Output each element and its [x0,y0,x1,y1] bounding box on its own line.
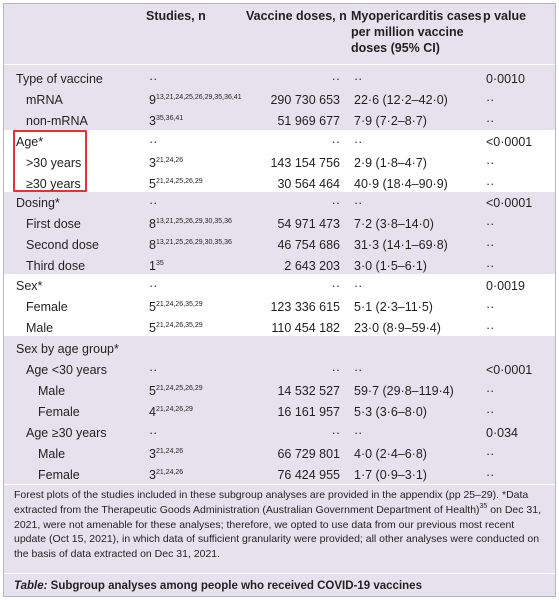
row-cases: 5·3 (3·6–8·0) [354,405,427,419]
row-studies [149,132,157,152]
table-row [4,381,555,401]
row-doses: 2 643 203 [284,259,340,273]
row-label: non-mRNA [26,114,88,128]
row-cases: ·· [354,135,363,149]
row-studies [149,235,232,255]
row-doses: ·· [331,72,340,86]
table-row [4,465,555,485]
studies-count: 8 [149,217,156,231]
row-p-value: 0·034 [486,426,518,440]
studies-references: 21,24,26,35,29 [155,301,203,308]
studies-count: ·· [149,196,158,210]
row-studies [149,153,183,173]
row-label: >30 years [26,156,82,170]
row-label: Male [26,321,54,335]
row-label: mRNA [26,93,63,107]
row-cases: 23·0 (8·9–59·4) [354,321,441,335]
studies-references: 21,24,26 [155,448,184,455]
header-doses: Vaccine doses, n [246,9,347,23]
row-cases: 22·6 (12·2–42·0) [354,93,448,107]
row-p-value: ·· [486,93,495,107]
row-cases: 1·7 (0·9–3·1) [354,468,427,482]
row-studies [149,276,157,296]
row-label: Second dose [26,238,99,252]
row-doses: 30 564 464 [277,177,340,191]
studies-count: ·· [149,72,158,86]
studies-references: 35,36,41 [155,115,184,122]
table-row [4,214,555,234]
row-cases: 7·9 (7·2–8·7) [354,114,427,128]
row-doses: 110 454 182 [271,321,340,335]
table-row [4,193,555,213]
row-studies [149,256,164,276]
row-label: Sex by age group* [16,342,119,356]
row-doses: ·· [331,135,340,149]
studies-count: ·· [149,426,158,440]
row-doses: 143 154 756 [270,156,340,170]
row-label: Male [38,384,66,398]
row-studies [149,297,203,317]
studies-count: 3 [149,114,156,128]
row-studies [149,360,157,380]
row-doses: 66 729 801 [277,447,340,461]
row-doses: 46 754 686 [277,238,340,252]
row-p-value: ·· [486,177,495,191]
studies-count: 5 [149,384,156,398]
row-label: Sex* [16,279,43,293]
row-doses: ·· [331,196,340,210]
row-p-value: <0·0001 [486,135,533,149]
studies-references: 21,24,25,26,29 [155,385,203,392]
row-cases: ·· [354,196,363,210]
table-row [4,69,555,89]
studies-references: 21,24,25,26,29 [155,178,203,185]
studies-count: 3 [149,447,156,461]
studies-count: 4 [149,405,156,419]
caption-divider [4,573,555,574]
row-p-value: ·· [486,468,495,482]
row-label: Male [38,447,66,461]
row-label: Female [38,468,80,482]
table-caption: Table: Subgroup analyses among people who received COVID-19 vaccines [14,580,422,592]
row-cases: ·· [354,279,363,293]
row-label: Type of vaccine [16,72,103,86]
table-footnote: Forest plots of the studies included in these subgroup analyses are provided in the appendix (pp 25–29). *Data extracted from the Therapeutic Goods Administration (Australian Government Department of Health)$^{35}$ on Dec 31, 2021, were not amenable for these analyses; therefore, we opted to use data from our previous most recent update (Oct 15, 2021), in which data of sufficient granularity were provided; all other analyses were conducted on the basis of data extracted on Dec 31, 2021. [14,489,542,561]
row-cases: ·· [354,72,363,86]
row-p-value: ·· [486,238,495,252]
row-p-value: <0·0001 [486,196,533,210]
row-cases: ·· [354,363,363,377]
row-p-value: ·· [486,405,495,419]
header-p-value: p value [483,9,527,23]
table-row [4,235,555,255]
studies-count: 3 [149,156,156,170]
row-doses: ·· [331,279,340,293]
row-doses: ·· [331,363,340,377]
studies-count: ·· [149,363,158,377]
row-p-value: <0·0001 [486,363,533,377]
row-studies [149,423,157,443]
row-p-value: ·· [486,321,495,335]
row-doses: 290 730 653 [270,93,340,107]
row-label: Female [38,405,80,419]
row-cases: 3·0 (1·5–6·1) [354,259,427,273]
row-studies [149,69,157,89]
row-studies [149,402,193,422]
table-row [4,339,555,359]
row-cases: 2·9 (1·8–4·7) [354,156,427,170]
table-row [4,402,555,422]
row-cases: 59·7 (29·8–119·4) [354,384,454,398]
row-studies [149,381,203,401]
row-studies [149,111,183,131]
studies-count: ·· [149,279,158,293]
table-row [4,256,555,276]
row-p-value: 0·0019 [486,279,525,293]
row-p-value: ·· [486,447,495,461]
header-divider [4,64,555,65]
table-row [4,297,555,317]
studies-count: 5 [149,300,156,314]
table-row [4,318,555,338]
row-studies [149,465,183,485]
row-doses: 14 532 527 [277,384,340,398]
studies-references: 21,24,26,29 [155,406,193,413]
row-p-value: ·· [486,217,495,231]
row-label: Female [26,300,68,314]
studies-count: 8 [149,238,156,252]
studies-references: 21,24,26 [155,157,184,164]
table-row [4,90,555,110]
row-p-value: ·· [486,300,495,314]
studies-count: 1 [149,259,156,273]
row-studies [149,444,183,464]
studies-count: 5 [149,321,156,335]
row-p-value: ·· [486,384,495,398]
table-row [4,360,555,380]
row-doses: 123 336 615 [270,300,340,314]
row-label: Age* [16,135,44,149]
row-doses: 51 969 677 [277,114,340,128]
row-p-value: ·· [486,114,495,128]
row-doses: 54 971 473 [277,217,340,231]
row-studies [149,174,203,194]
row-label: First dose [26,217,81,231]
row-doses: 16 161 957 [277,405,340,419]
row-doses: ·· [331,426,340,440]
row-studies [149,214,232,234]
studies-references: 21,24,26,35,29 [155,322,203,329]
row-cases: 5·1 (2·3–11·5) [354,300,433,314]
studies-count: 9 [149,93,156,107]
table-row [4,444,555,464]
row-label: ≥30 years [26,177,81,191]
row-label: Age <30 years [26,363,107,377]
row-doses: 76 424 955 [277,468,340,482]
table-panel [3,3,556,597]
studies-references: 35 [155,260,164,267]
row-cases: ·· [354,426,363,440]
studies-references: 13,21,25,26,29,30,35,36 [155,218,232,225]
studies-count: 3 [149,468,156,482]
row-studies [149,318,203,338]
row-cases: 31·3 (14·1–69·8) [354,238,448,252]
header-cases: Myopericarditis cases per million vaccine doses (95% CI) [351,9,482,55]
row-studies [149,193,157,213]
row-p-value: ·· [486,259,495,273]
row-cases: 40·9 (18·4–90·9) [354,177,448,191]
header-studies: Studies, n [146,9,206,23]
age-highlight-box [13,130,87,192]
table-row [4,276,555,296]
studies-count: 5 [149,177,156,191]
studies-references: 21,24,26 [155,469,184,476]
row-label: Age ≥30 years [26,426,107,440]
studies-count: ·· [149,135,158,149]
row-p-value: ·· [486,156,495,170]
table-row [4,111,555,131]
row-label: Dosing* [16,196,60,210]
row-cases: 4·0 (2·4–6·8) [354,447,427,461]
studies-references: 13,21,24,25,26,29,35,36,41 [155,94,242,101]
footer-divider [4,484,555,485]
row-cases: 7·2 (3·8–14·0) [354,217,434,231]
table-row [4,423,555,443]
row-studies [149,90,242,110]
row-label: Third dose [26,259,86,273]
studies-references: 13,21,25,26,29,30,35,36 [155,239,232,246]
row-p-value: 0·0010 [486,72,525,86]
